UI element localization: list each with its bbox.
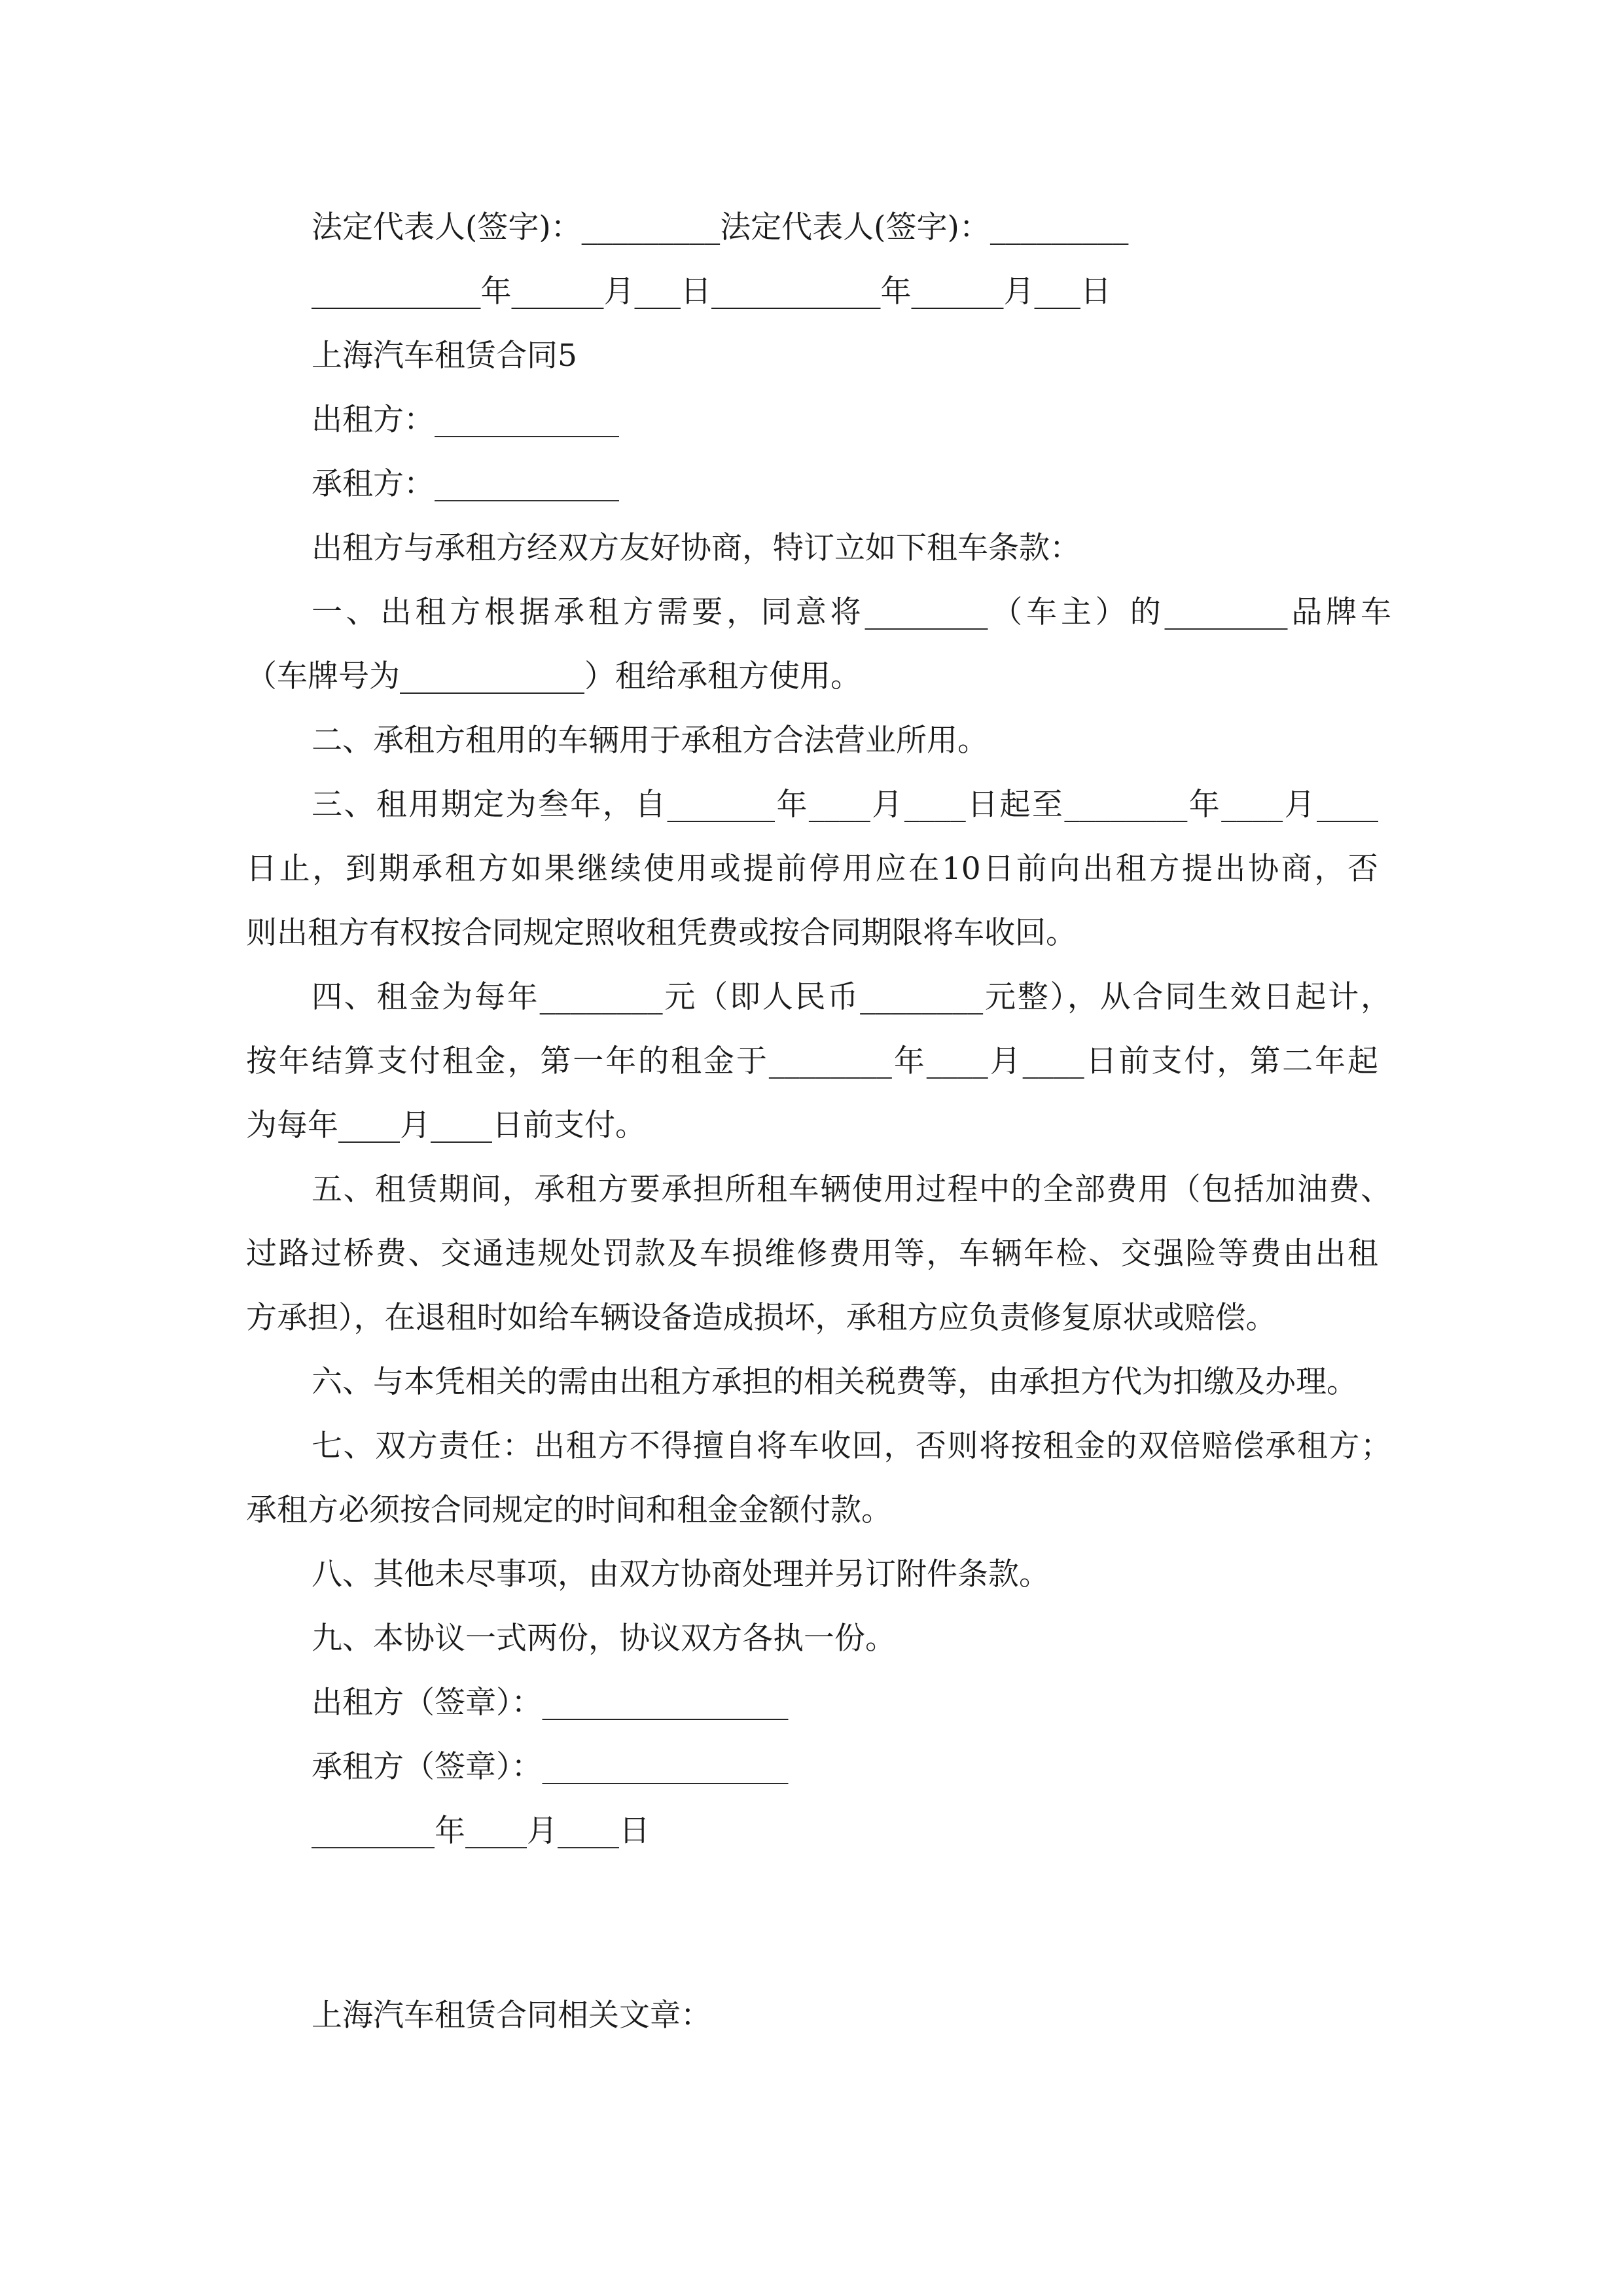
clause-1-line-1: 一、出租方根据承租方需要，同意将________（车主）的________品牌车 [312, 594, 1391, 630]
clause-3-line-1: 三、租用期定为叁年，自_______年____月____日起至________年____月____ [312, 787, 1378, 823]
clause-6: 六、与本凭相关的需由出租方承担的相关税费等，由承担方代为扣缴及办理。 [312, 1364, 1357, 1400]
lessee-seal-line: 承租方（签章）：________________ [312, 1749, 789, 1785]
legal-representative-signature-line: 法定代表人(签字)：_________法定代表人(签字)：_________ [312, 209, 1129, 245]
clause-4-line-1: 四、租金为每年________元（即人民币________元整），从合同生效日起计， [312, 979, 1391, 1015]
signature-date-line: ___________年______月___日___________年______月___日 [312, 274, 1111, 310]
clause-2: 二、承租方租用的车辆用于承租方合法营业所用。 [312, 723, 988, 759]
clause-7-line-2: 承租方必须按合同规定的时间和租金金额付款。 [246, 1492, 892, 1528]
clause-4-line-2: 按年结算支付租金，第一年的租金于________年____月____日前支付，第二年起 [246, 1043, 1378, 1079]
lessor-seal-line: 出租方（签章）：________________ [312, 1685, 789, 1721]
clause-3-line-3: 则出租方有权按合同规定照收租凭费或按合同期限将车收回。 [246, 915, 1077, 951]
clause-3-line-2: 日止，到期承租方如果继续使用或提前停用应在10日前向出租方提出协商，否 [246, 851, 1378, 887]
clause-4-line-3: 为每年____月____日前支付。 [246, 1107, 646, 1143]
clause-9: 九、本协议一式两份，协议双方各执一份。 [312, 1621, 896, 1657]
clause-1-line-2: （车牌号为____________）租给承租方使用。 [246, 658, 861, 694]
lessee-line: 承租方：____________ [312, 466, 619, 502]
clause-5-line-3: 方承担），在退租时如给车辆设备造成损坏，承租方应负责修复原状或赔偿。 [246, 1300, 1277, 1336]
clause-8: 八、其他未尽事项，由双方协商处理并另订附件条款。 [312, 1556, 1050, 1592]
clause-7-line-1: 七、双方责任：出租方不得擅自将车收回，否则将按租金的双倍赔偿承租方； [312, 1428, 1391, 1464]
clause-5-line-1: 五、租赁期间，承租方要承担所租车辆使用过程中的全部费用（包括加油费、 [312, 1172, 1391, 1208]
closing-date-line: ________年____月____日 [312, 1813, 650, 1849]
contract-title: 上海汽车租赁合同5 [312, 338, 577, 374]
lessor-line: 出租方：____________ [312, 402, 619, 438]
intro-paragraph: 出租方与承租方经双方友好协商，特订立如下租车条款： [312, 530, 1080, 566]
clause-5-line-2: 过路过桥费、交通违规处罚款及车损维修费用等，车辆年检、交强险等费由出租 [246, 1236, 1378, 1272]
related-articles-heading: 上海汽车租赁合同相关文章： [312, 1998, 711, 2034]
